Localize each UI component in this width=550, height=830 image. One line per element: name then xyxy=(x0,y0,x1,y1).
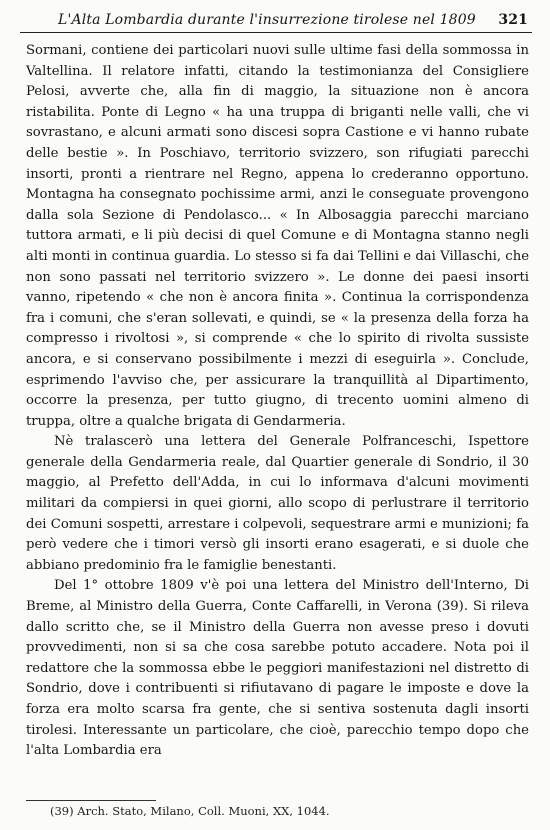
page-number: 321 xyxy=(498,12,528,28)
header-rule xyxy=(20,32,532,33)
running-title: L'Alta Lombardia durante l'insurrezione tirolese nel 1809 xyxy=(58,12,476,28)
footnote-rule xyxy=(26,800,156,801)
footnote: (39) Arch. Stato, Milano, Coll. Muoni, XX, 1044. xyxy=(50,804,330,818)
page-header xyxy=(58,10,528,30)
body-text xyxy=(26,41,529,762)
paragraph-3: Del 1° ottobre 1809 v'è poi una lettera del Ministro dell'Interno, Di Breme, al Ministro della Guerra, Conte Caffarelli, in Verona (39). Si rileva dallo scritto che, se il Ministro della Guerra non avesse preso i dovuti provvedimenti, non si sa che cosa sarebbe potuto accadere. Nota poi il redattore che la sommossa ebbe le peggiori manifestazioni nel distretto di Sondrio, dove i contribuenti si rifiutavano di pagare le imposte e dove la forza era molto scarsa fra gente, che si sentiva sostenuta dagli insorti tirolesi. Interessante un particolare, che cioè, parecchio tempo dopo che l'alta Lombardia era xyxy=(26,578,529,759)
paragraph-1: Sormani, contiene dei particolari nuovi sulle ultime fasi della sommossa in Valtellina. Il relatore infatti, citando la testimonianza del Consigliere Pelosi, avverte che, alla fin di maggio, la situazione non è ancora ristabilita. Ponte di Legno « ha una truppa di briganti nelle valli, che vi sovrastano, e alcuni armati sono discesi sopra Castione e vi hanno rubate delle bestie ». In Poschiavo, territorio svizzero, son rifugiati parecchi insorti, pronti a rientrare nel Regno, appena lo crederanno opportuno. Montagna ha consegnato pochissime armi, anzi le conseguate provengono dalla sola Sezione di Pendolasco... « In Albosaggia parecchi marciano tuttora armati, e li più decisi di quel Comune e di Montagna stanno negli alti monti in continua guardia. Lo stesso si fa dai Tellini e dai Villaschi, che non sono passati nel territorio svizzero ». Le donne dei paesi insorti vanno, ripetendo « che non è ancora finita ». Continua la corrispondenza fra i comuni, che s'eran sollevati, e quindi, se « la presenza della forza ha compresso i rivoltosi », si comprende « che lo spirito di rivolta sussiste ancora, e si conservano possibilmente i mezzi di eseguirla ». Conclude, esprimendo l'avviso che, per assicurare la tranquillità al Dipartimento, occorre la presenza, per tutto giugno, di trecento uomini almeno di truppa, oltre a qualche brigata di Gendarmeria. xyxy=(26,43,529,429)
paragraph-2: Nè tralascerò una lettera del Generale Polfranceschi, Ispettore generale della Gendarmeria reale, dal Quartier generale di Sondrio, il 30 maggio, al Prefetto dell'Adda, in cui lo informava d'alcuni movimenti militari da compiersi in quei giorni, allo scopo di perlustrare il territorio dei Comuni sospetti, arrestare i colpevoli, sequestrare armi e munizioni; fa però vedere che i timori versò gli insorti erano esagerati, e si duole che abbiano predominio fra le famiglie benestanti. xyxy=(26,434,529,573)
